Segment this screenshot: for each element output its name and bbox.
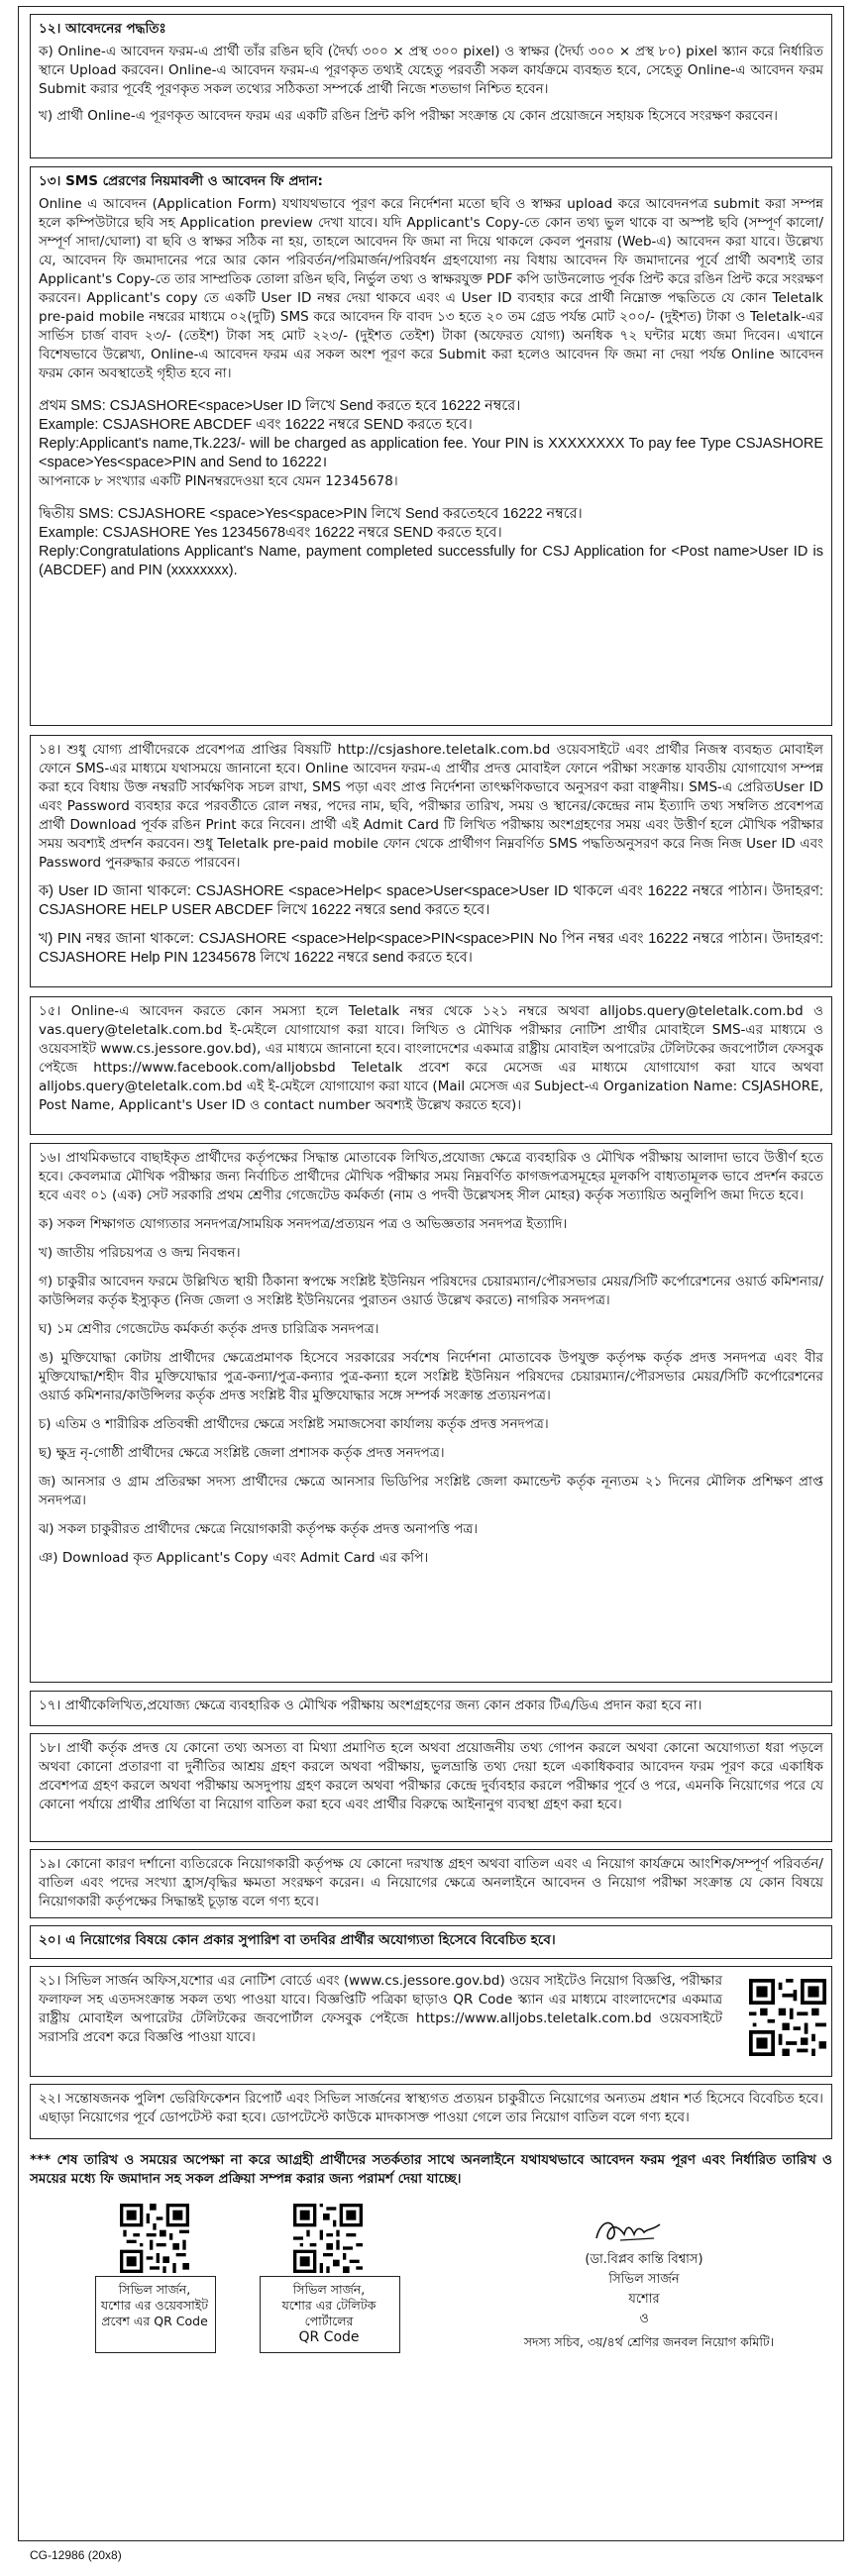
signatory-name: (ডা.বিপ্লব কান্তি বিশ্বাস) bbox=[585, 2252, 703, 2267]
section-21-box bbox=[30, 1966, 832, 2077]
doc-item: ছ) ক্ষুদ্র নৃ-গোষ্ঠী প্রার্থীদের ক্ষেত্রে সংশ্লিষ্ট জেলা প্রশাসক কর্তৃক প্রদত্ত সনদপত্র। bbox=[39, 1445, 445, 1461]
qr-caption-teletalk bbox=[260, 2282, 398, 2345]
section-18-para: ১৮। প্রার্থী কর্তৃক প্রদত্ত যে কোনো তথ্য অসত্য বা মিথ্যা প্রমাণিত হলে অথবা প্রয়োজনীয় তথ্য গোপন করলে অথবা কোনো অযোগ্যতা ধরা পড়লে অথবা কোনো প্রতারণা বা দুর্নীতির আশ্রয় গ্রহণ করলে অথবা পরীক্ষায়, ভুলভ্রান্তি তথ্য দেয়া হলে একাধিকবার আবেদন ফরম পূরণ করে একাধিক প্রবেশপত্র গ্রহণ করলে অথবা পরীক্ষায় অসদুপায় গ্রহণ করলে অথবা পরীক্ষার কেন্দ্রে দুর্ব্যবহার করলে পরীক্ষার পূর্বে ও পরে, এমনকি নিয়োগের পরে যে কোনো পর্যায়ে প্রার্থীর প্রার্থিতা বা নিয়োগ বাতিল করা হবে এবং প্রার্থীর বিরুদ্ধে আইনানুগ ব্যবস্থা গ্রহণ করা হবে। bbox=[39, 1740, 823, 1812]
section-20-box bbox=[30, 1925, 832, 1959]
section-15-box bbox=[30, 996, 832, 1135]
section-13-box bbox=[30, 166, 832, 726]
qr-code-notice bbox=[749, 1979, 826, 2056]
doc-item: জ) আনসার ও গ্রাম প্রতিরক্ষা সদস্য প্রার্থীদের ক্ষেত্রে আনসার ভিডিপির সংশ্লিষ্ট জেলা কমান্ডেন্ট কর্তৃক নূন্যতম ২১ দিনের মৌলিক প্রশিক্ষণ প্রাপ্ত সনদপত্র। bbox=[39, 1474, 823, 1508]
doc-item: চ) এতিম ও শারীরিক প্রতিবন্ধী প্রার্থীদের ক্ষেত্রে সংশ্লিষ্ট সমাজসেবা কার্যালয় কর্তৃক প্রদত্ত সনদপত্র। bbox=[39, 1416, 549, 1432]
section-17-box bbox=[30, 1691, 832, 1726]
signatory-place: যশোর bbox=[628, 2292, 660, 2307]
qr-caption-line: যশোর এর টেলিটক পোর্টালের bbox=[281, 2298, 377, 2328]
signatory-role: সদস্য সচিব, ৩য়/৪র্থ শ্রেণির জনবল নিয়োগ কমিটি। bbox=[523, 2334, 775, 2349]
signatory-title: সিভিল সার্জন bbox=[608, 2272, 680, 2287]
doc-item: গ) চাকুরীর আবেদন ফরমে উল্লিখিত স্থায়ী ঠিকানা স্বপক্ষে সংশ্লিষ্ট ইউনিয়ন পরিষদের চেয়ারম্যান/পৌরসভার মেয়র/সিটি কর্পোরেশনের ওয়ার্ড কমিশনার/কাউন্সিলর কর্তৃক ইস্যুকৃত (নিজ জেলা ও সংশ্লিষ্ট ইউনিয়নের পুরাতন ওয়ার্ড উল্লেখ করতে) নাগরিক সনদপত্র। bbox=[39, 1274, 823, 1308]
section-19-para: ১৯। কোনো কারণ দর্শানো ব্যতিরেকে নিয়োগকারী কর্তৃপক্ষ যে কোনো দরখাস্ত গ্রহণ অথবা বাতিল এবং এ নিয়োগ কার্যক্রমে আংশিক/সম্পূর্ণ পরিবর্তন/বাতিল এবং পদের সংখ্যা হ্রাস/বৃদ্ধির ক্ষমতা সংরক্ষণ করেন। এ নিয়োগের ক্ষেত্রে অনলাইনে আবেদন ও নিয়োগ পরীক্ষা সংক্রান্ত যে কোন বিষয়ে নিয়োগকারী কর্তৃপক্ষের সিদ্ধান্তই চূড়ান্ত বলে গণ্য হবে। bbox=[39, 1856, 823, 1909]
qr-caption-line: যশোর এর ওয়েবসাইট bbox=[100, 2298, 209, 2313]
qr-caption-line: সিভিল সার্জন, bbox=[292, 2282, 366, 2297]
section-14-para: ১৪। শুধু যোগ্য প্রার্থীদেরকে প্রবেশপত্র প্রাপ্তির বিষয়টি http://csjashore.teletalk.com.bd ওয়েবসাইটে এবং প্রার্থীর নিজস্ব ব্যবহৃত মোবাইল ফোনে SMS-এর মাধ্যমে যথাসময়ে জানানো হবে। Online আবেদন ফরম-এ প্রার্থীর প্রদত্ত মোবাইল ফোনে পরীক্ষা সংক্রান্ত যাবতীয় যোগাযোগ সম্পন্ন করা হবে বিধায় উক্ত নম্বরটি সার্বক্ষণিক সচল রাখা, SMS পড়া এবং প্রাপ্ত নির্দেশনা তাৎক্ষণিকভাবে অনুসরণ করা বাঞ্ছনীয়। SMS-এ প্রেরিতUser ID এবং Password ব্যবহার করে পরবর্তীতে রোল নম্বর, পদের নাম, ছবি, পরীক্ষার তারিখ, সময় ও স্থানের/কেন্দ্রের নাম ইত্যাদি তথ্য সম্বলিত প্রবেশপত্র প্রার্থী Download পূর্বক রঙিন Print করে নিবেন। প্রার্থী এই Admit Card টি লিখিত পরীক্ষায় অংশগ্রহণের সময় এবং উত্তীর্ণ হলে মৌখিক পরীক্ষার সময় অবশ্যই প্রদর্শন করবেন। শুধু Teletalk pre-paid mobile ফোন থেকে প্রার্থীগণ নিম্নবর্ণিত SMS পদ্ধতিঅনুসরণ করে নিজ নিজ User ID এবং Password পুনরুদ্ধার করতে পারবেন। bbox=[39, 742, 823, 871]
qr-caption-website bbox=[95, 2282, 214, 2329]
section-22-para: ২২। সন্তোষজনক পুলিশ ভেরিফিকেশন রিপোর্ট এবং সিভিল সার্জনের স্বাস্থ্যগত প্রত্যয়ন চাকুরীতে নিয়োগের অন্যতম প্রধান শর্ত হিসেবে বিবেচিত হবে। এছাড়া নিয়োগের পূর্বে ডোপটেস্ট করা হবে। ডোপটেস্টে কাউকে মাদকাসক্ত পাওয়া গেলে তার নিয়োগ বাতিল বলে গণ্য হবে। bbox=[39, 2091, 823, 2125]
section-13-heading: ১৩। SMS প্রেরণের নিয়মাবলী ও আবেদন ফি প্রদান: bbox=[39, 173, 323, 189]
qr-caption-line: QR Code bbox=[298, 2329, 360, 2345]
section-16-box bbox=[30, 1143, 832, 1683]
signatory-and: ও bbox=[639, 2312, 649, 2326]
section-21-para: ২১। সিভিল সার্জন অফিস,যশোর এর নোটিশ বোর্ডে এবং (www.cs.jessore.gov.bd) ওয়েব সাইটেও নিয়োগ বিজ্ঞপ্তি, পরীক্ষার ফলাফল সহ এতদসংক্রান্ত সকল তথ্য পাওয়া যাবে। বিজ্ঞপ্তিটি পত্রিকা ছাড়াও QR Code স্ক্যান এর মাধ্যমে বাংলাদেশের একমাত্র রাষ্ট্রীয় মোবাইল অপারেটর টেলিটকের জবপোর্টাল ফেসবুক পেইজে https://www.alljobs.teletalk.com.bd ওয়েবসাইটে সরাসরি প্রবেশ করে বিজ্ঞপ্তি পাওয়া যাবে। bbox=[39, 1973, 722, 2045]
section-18-box bbox=[30, 1733, 832, 1842]
doc-item: খ) জাতীয় পরিচয়পত্র ও জন্ম নিবন্ধন। bbox=[39, 1245, 241, 1261]
section-15-para: ১৫। Online-এ আবেদন করতে কোন সমস্যা হলে Teletalk নম্বর থেকে ১২১ নম্বরে অথবা alljobs.query@teletalk.com.bd ও vas.query@teletalk.com.bd ই-মেইলে যোগাযোগ করা যাবে। লিখিত ও মৌখিক পরীক্ষার নোটিশ প্রার্থীর মোবাইলে SMS-এর মাধ্যমে ও ওয়েবসাইট www.cs.jessore.gov.bd), এর মাধ্যমে জানানো হবে। বাংলাদেশের একমাত্র রাষ্ট্রীয় মোবাইল অপারেটর টেলিটকের জবপোর্টাল ফেসবুক পেইজে https://www.facebook.com/alljobsbd Teletalk প্রবেশ করে মেসেজ এর মাধ্যমে যোগাযোগ করা যাবে অথবা alljobs.query@teletalk.com.bd এই ই-মেইলে যোগাযোগ করা যাবে (Mail মেসেজ এর Subject-এ Organization Name: CSJASHORE, Post Name, Applicant's User ID ও contact number অবশ্যই উল্লেখ করতে হবে)। bbox=[39, 1003, 823, 1113]
qr-code-website bbox=[120, 2204, 189, 2273]
doc-item: ঘ) ১ম শ্রেণীর গেজেটেড কর্মকর্তা কর্তৃক প্রদত্ত চারিত্রিক সনদপত্র। bbox=[39, 1321, 379, 1337]
section-14-k: ক) User ID জানা থাকলে: CSJASHORE <space>Help< space>User<space>User ID থাকলে এবং 16222 নম্বরে পাঠান। উদাহরণ: CSJASHORE HELP USER ABCDEF লিখে 16222 নম্বরে send করতে হবে। bbox=[39, 883, 823, 918]
qr-caption-line: প্রবেশ এর QR Code bbox=[101, 2314, 208, 2328]
second-sms-reply: Reply:Congratulations Applicant's Name, payment completed successfully for CSJ Application for <Post name>User ID is (ABCDEF) and PIN (xxxxxxxx). bbox=[39, 544, 823, 578]
section-13-para: Online এ আবেদন (Application Form) যথাযথভাবে পূরণ করে নির্দেশনা মতো ছবি ও স্বাক্ষর upload করে আবেদনপত্র submit করা সম্পন্ন হলে কম্পিউটারে ছবি সহ Application preview দেখা যাবে। যদি Applicant's Copy-তে কোন তথ্য ভুল থাকে বা অস্পষ্ট ছবি (সম্পূর্ণ কালো/সম্পূর্ণ সাদা/ঘোলা) বা ছবি ও স্বাক্ষর সঠিক না হয়, তাহলে আবেদন ফি জমা না দিয়ে থাকলে কেবল পুনরায় (Web-এ) আবেদন করা যাবে। উল্লেখ্য যে, আবেদন ফি জমাদানের পরে আর কোন পরিবর্তন/পরিমার্জন/পরিবর্ধন গ্রহণযোগ্য নয় বিধায় আবেদন ফি জমাদানের পূর্বে প্রার্থী অবশ্যই তার Applicant's Copy-তে তার সাম্প্রতিক তোলা রঙিন ছবি, নির্ভুল তথ্য ও স্বাক্ষরযুক্ত PDF কপি ডাউনলোড পূর্বক প্রিন্ট করে রঙিন প্রিন্ট করে সংরক্ষণ করবেন। Applicant's copy তে একটি User ID নম্বর দেয়া থাকবে এবং এ User ID ব্যবহার করে প্রার্থী নিম্নোক্ত পদ্ধতিতে যে কোন Teletalk pre-paid mobile নম্বরের মাধ্যমে ০২(দুটি) SMS করে আবেদন ফি বাবদ ১৩ হতে ২০ তম গ্রেড পর্যন্ত মোট ২০০/- (দুইশত) টাকা ও Teletalk-এর সার্ভিস চার্জ বাবদ ২৩/- (তেইশ) টাকা সহ মোট ২২৩/- (দুইশত তেইশ) টাকা (অফেরত যোগ্য) অনধিক ৭২ ঘন্টার মধ্যে জমা দিবেন। এখানে বিশেষভাবে উল্লেখ্য, Online-এ আবেদন ফরম এর সকল অংশ পূরণ করে Submit করা হলেও আবেদন ফি জমা না দেয়া পর্যন্ত Online আবেদন ফরম কোন অবস্থাতেই গৃহীত হবে না। bbox=[39, 196, 823, 381]
doc-item: ক) সকল শিক্ষাগত যোগ্যতার সনদপত্র/সাময়িক সনদপত্র/প্রত্যয়ন পত্র ও অভিজ্ঞতার সনদপত্র ইত্যাদি। bbox=[39, 1216, 568, 1232]
final-notice: *** শেষ তারিখ ও সময়ের অপেক্ষা না করে আগ্রহী প্রার্থীদের সতর্কতার সাথে অনলাইনে যথাযথভাবে আবেদন ফরম পূরণ এবং নির্ধারিত তারিখ ও সময়ের মধ্যে ফি জমাদান সহ সকল প্রক্রিয়া সম্পন্ন করার জন্য পরামর্শ দেয়া যাচ্ছে। bbox=[30, 2152, 832, 2187]
section-19-box bbox=[30, 1849, 832, 1918]
doc-item: ঝ) সকল চাকুরীরত প্রার্থীদের ক্ষেত্রে নিয়োগকারী কর্তৃপক্ষ কর্তৃক প্রদত্ত অনাপত্তি পত্র। bbox=[39, 1521, 479, 1537]
section-14-kh: খ) PIN নম্বর জানা থাকলে: CSJASHORE <space>Help<space>PIN<space>PIN No পিন নম্বর এবং 16222 নম্বরে পাঠান। উদাহরণ: CSJASHORE Help PIN 12345678 লিখে 16222 নম্বরে send করতে হবে। bbox=[39, 931, 823, 966]
section-12-kh: খ) প্রার্থী Online-এ পূরণকৃত আবেদন ফরম এর একটি রঙিন প্রিন্ট কপি পরীক্ষা সংক্রান্ত যে কোন প্রয়োজনে সহায়ক হিসেবে সংরক্ষণ করবেন। bbox=[39, 108, 778, 124]
doc-item: ঞ) Download কৃত Applicant's Copy এবং Admit Card এর কপি। bbox=[39, 1550, 429, 1566]
first-sms-example: Example: CSJASHORE ABCDEF এবং 16222 নম্বরে SEND করতে হবে। bbox=[39, 417, 473, 433]
signature-block bbox=[555, 2250, 733, 2329]
first-sms-reply: Reply:Applicant's name,Tk.223/- will be charged as application fee. Your PIN is XXXXXXXX To pay fee Type CSJASHORE <space>Yes<space>PIN and Send to 16222। bbox=[39, 436, 823, 470]
signature-mark bbox=[591, 2211, 670, 2250]
section-20-para: ২০। এ নিয়োগের বিষয়ে কোন প্রকার সুপারিশ বা তদবির প্রার্থীর অযোগ্যতা হিসেবে বিবেচিত হবে। bbox=[39, 1932, 556, 1948]
section-22-box bbox=[30, 2084, 832, 2139]
qr-code-teletalk bbox=[293, 2204, 363, 2273]
first-sms-pin: আপনাকে ৮ সংখ্যার একটি PINনম্বরদেওয়া হবে যেমন 12345678। bbox=[39, 473, 398, 489]
second-sms: দ্বিতীয় SMS: CSJASHORE <space>Yes<space>PIN লিখে Send করতেহবে 16222 নম্বরে। bbox=[39, 506, 583, 522]
section-12-heading: ১২। আবেদনের পদ্ধতিঃ bbox=[39, 21, 166, 37]
section-17-para: ১৭। প্রার্থীকেলিখিত,প্রযোজ্য ক্ষেত্রে ব্যবহারিক ও মৌখিক পরীক্ষায় অংশগ্রহণের জন্য কোন প্রকার টিএ/ডিএ প্রদান করা হবে না। bbox=[39, 1698, 702, 1713]
qr-code-graphic bbox=[749, 1979, 826, 2056]
signature-graphic bbox=[591, 2211, 670, 2250]
second-sms-example: Example: CSJASHORE Yes 12345678এবং 16222 নম্বরে SEND করতে হবে। bbox=[39, 525, 502, 541]
section-12-k: ক) Online-এ আবেদন ফরম-এ প্রার্থী তাঁর রঙিন ছবি (দৈর্ঘ্য ৩০০ × প্রস্থ ৩০০ pixel) ও স্বাক্ষর (দৈর্ঘ্য ৩০০ × প্রস্থ ৮০) pixel স্ক্যান করে নির্ধারিত স্থানে Upload করবেন। Online-এ আবেদন ফরম-এ পূরণকৃত তথ্যই যেহেতু পরবর্তী সকল কার্যক্রমে ব্যবহৃত হবে, সেহেতু Online-এ আবেদন ফরম Submit করার পূর্বেই পূরণকৃত সকল তথ্যের সঠিকতা সম্পর্কে প্রার্থী নিজে শতভাগ নিশ্চিত হবেন। bbox=[39, 44, 823, 97]
section-16-para: ১৬। প্রাথমিকভাবে বাছাইকৃত প্রার্থীদের কর্তৃপক্ষের সিদ্ধান্ত মোতাবেক লিখিত,প্রযোজ্য ক্ষেত্রে ব্যবহারিক ও মৌখিক পরীক্ষায় আলাদা ভাবে উত্তীর্ণ হতে হবে। কেবলমাত্র মৌখিক পরীক্ষার জন্য নির্বাচিত প্রার্থীদের মৌখিক পরীক্ষার সময় নিম্নবর্ণিত কাগজপত্রসমূহের মূলকপি বাধ্যতামূলক ভাবে প্রদর্শন করতে হবে এবং ০১ (এক) সেট সরকারি প্রথম শ্রেণীর গেজেটেড কর্মকর্তা (নাম ও পদবী উল্লেখসহ সীল মোহর) কর্তৃক সত্যায়িত অনুলিপি জমা দিতে হবে। bbox=[39, 1150, 823, 1203]
footer-code: CG-12986 (20x8) bbox=[30, 2548, 122, 2562]
qr-code-graphic bbox=[120, 2204, 189, 2273]
section-14-box bbox=[30, 735, 832, 987]
first-sms: প্রথম SMS: CSJASHORE<space>User ID লিখে Send করতে হবে 16222 নম্বরে। bbox=[39, 398, 521, 414]
doc-item: ঙ) মুক্তিযোদ্ধা কোটায় প্রার্থীদের ক্ষেত্রেপ্রমাণক হিসেবে সরকারের সর্বশেষ নির্দেশনা মোতাবেক উপযুক্ত কর্তৃপক্ষ কর্তৃক প্রদত্ত সনদপত্র এবং বীর মুক্তিযোদ্ধা/শহীদ বীর মুক্তিযোদ্ধার পুত্র-কন্যা/পুত্র-কন্যার পুত্র-কন্যা হলে সংশ্লিষ্ট ইউনিয়ন পরিষদের চেয়ারম্যান/পৌরসভার মেয়র/সিটি কর্পোরেশনের ওয়ার্ড কমিশনার/কাউন্সিলর কর্তৃক প্রদত্ত সংশ্লিষ্ট বীর মুক্তিযোদ্ধার সঙ্গে সম্পর্ক সংক্রান্ত প্রত্যয়নপত্র। bbox=[39, 1350, 823, 1403]
qr-caption-line: সিভিল সার্জন, bbox=[118, 2282, 191, 2297]
section-12-box bbox=[30, 14, 832, 158]
qr-code-graphic bbox=[293, 2204, 363, 2273]
